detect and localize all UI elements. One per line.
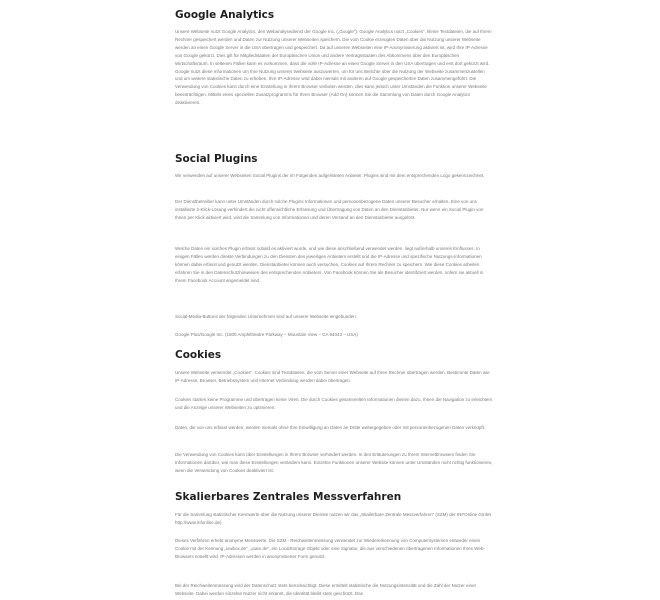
szm-paragraph-3: Bei der Reichweitenmessung wird der Datenschutz stets berücksichtigt. Diese ermittelt statistische die Nutzungsintensität und die Zahl der Nutzer einer Webseite. Dabei werden einzelne Nutzer nicht erkannt, die Identität bleibt stets geschützt. Das [175,583,477,596]
szm-paragraph-1: Für die Sammlung statistischer Kennwerte über die Nutzung unserer Dienste nutzen wir das „Skalierbare Zentrale Messverfahren“ (SZM) der INFOnline GmbH http://www.infonline.de) [175,512,492,525]
ga-paragraph-1: Unsere Webseite nutzt Google Analytics, den Webanalysedienst der Google Inc. („Google“). Google Analytics nutzt „Cookies“, kleine Textdateien, die auf Ihrem Rechner gespeichert werden und Daten zur Nutzung unserer Webseiten speichern. Die vom Cookie erzeugten Daten über die Nutzung unserer Webseite werden an einen Google Server in die USA übertragen und gespeichert. Da auf unseren Webseiten eine IP-Anonymisierung aktiviert ist, wird Ihre IP-Adresse von Google gekürzt. Dies gilt für Mitgliedstaaten der Europäischen Union und andere Vertragsstaaten des Abkommens über den Europäischen Wirtschaftsraum. In seltenen Fällen kann es vorkommen, dass die volle IP-Adresse an einen Google Server in den USA übertragen und erst dort gekürzt wird. Google nutzt diese Informationen um Ihre Nutzung unserer Webseite auszuwerten, um für uns Berichte über die Nutzung der Webseite zusammenzustellen und um weitere statistische Daten zu erheben. Ihre IP-Adresse wird dabei niemals mit anderen auf Google gespeicherten Daten zusammengeführt. Die Verwendung von Cookies kann durch eine Einstellung in Ihrem Browser verboten werden, dies kann jedoch unter Umständen die Funktion unserer Webseite beeinträchtigen. Mittels eines speziellen Zusatzprogramms für Ihren Browser (Add On) können Sie die Sammlung von Daten durch Google Analytics deaktivieren. [175,29,492,106]
sp-paragraph-4: Social-Media-Buttons der folgenden Unternehmen sind auf unserer Webseite eingebunden: [175,314,358,319]
sp-paragraph-3: Welche Daten ein solches Plugin erfasst sobald es aktiviert wurde, und wie diese anschließend verwendet werden, liegt außerhalb unseres Einflusses. In einigen Fällen werden direkte Verbindungen zu den Diensten des jeweiligen Anbieters erstellt und die IP-Adresse und spezifische Nutzungs-Informationen können dabei erfasst und genutzt werden. Dienstanbieter können auch versuchen, Cookies auf Ihrem Rechner zu speichern. Wie diese Cookies arbeiten erfahren Sie in den Datenschutzhinweisen des entsprechenden Anbieters. Von Facebook können Sie als Besucher identifiziert werden, sofern sie aktuell in Ihrem Facebook Account angemeldet sind. [175,246,484,283]
cookies-paragraph-2: Cookies starten keine Programme und übertragen keine Viren. Die durch Cookies gesammelten Informationen dienen dazu, Ihnen die Navigation zu erleichtern und die Anzeige unserer Webseiten zu optimieren. [175,397,493,410]
sp-paragraph-2: Der Dienstbetreiber kann unter Umständen durch solche Plugins Informationen und personenbezogene Daten unserer Besucher erhalten. Eine von uns installierte 2-Klick-Lösung verhindert die nicht offensichtliche Erfassung und Übertragung von Daten an den Dienstanbieter. Nur wenn ein Social Plugin von Ihnen per Klick aktiviert wird, wird die Sammlung von Informationen und deren Versand an den Dienstanbieter ausgelöst. [175,199,484,220]
sp-paragraph-5: Google Plus/Google Inc. (1600 Amphitheatre Parkway – Mountain View – CA 94043 – USA) [175,332,358,337]
cookies-paragraph-1: Unsere Webseite verwendet „Cookies“. Cookies sind Textdateien, die vom Server einer Webseite auf Ihren Rechner übertragen werden. Bestimmte Daten wie IP-Adresse, Browser, Betriebssystem und Internet Verbindung werden dabei übertragen. [175,370,490,383]
szm-paragraph-2: Dieses Verfahren erhebt anonyme Messwerte. Die SZM - Reichweitenmessung verwendet zur Wiedererkennung von Computersystemen entweder einen Cookie mit der Kennung „ivwbox.de“, „ioam.de“, ein LocalStorage Objekt oder eine Signatur, die aus verschiedenen übertragenen Informationen Ihres Web-Browsers erstellt wird. IP-Adressen werden in anonymisierter Form genutzt. [175,538,485,559]
heading-social-plugins: Social Plugins [175,153,258,165]
heading-cookies: Cookies [175,349,222,361]
cookies-paragraph-4: Die Verwendung von Cookies kann über Einstellungen in Ihrem Browser verhindert werden. In den Erläuterungen zu Ihrem Internetbrowsers finden Sie Informationen darüber, wie man diese Einstellungen verändern kann. Einzelne Funktionen unserer Website können unter Umständen nicht richtig funktionieren, wenn die Verwendung von Cookies deaktiviert ist. [175,452,493,473]
heading-szm: Skalierbares Zentrales Messverfahren [175,491,402,503]
heading-google-analytics: Google Analytics [175,9,275,21]
sp-paragraph-1: Wir verwenden auf unserer Webseiten Social Plugins der im Folgenden aufgelisteten Anbieter. Plugins sind mit dem entsprechenden Logo gekennzeichnet. [175,173,485,178]
cookies-paragraph-3: Daten, die von uns erfasst werden, werden niemals ohne Ihre Einwilligung an Daten an Dritte weitergegeben oder mit personenbezogenen Daten verknüpft. [175,425,486,430]
